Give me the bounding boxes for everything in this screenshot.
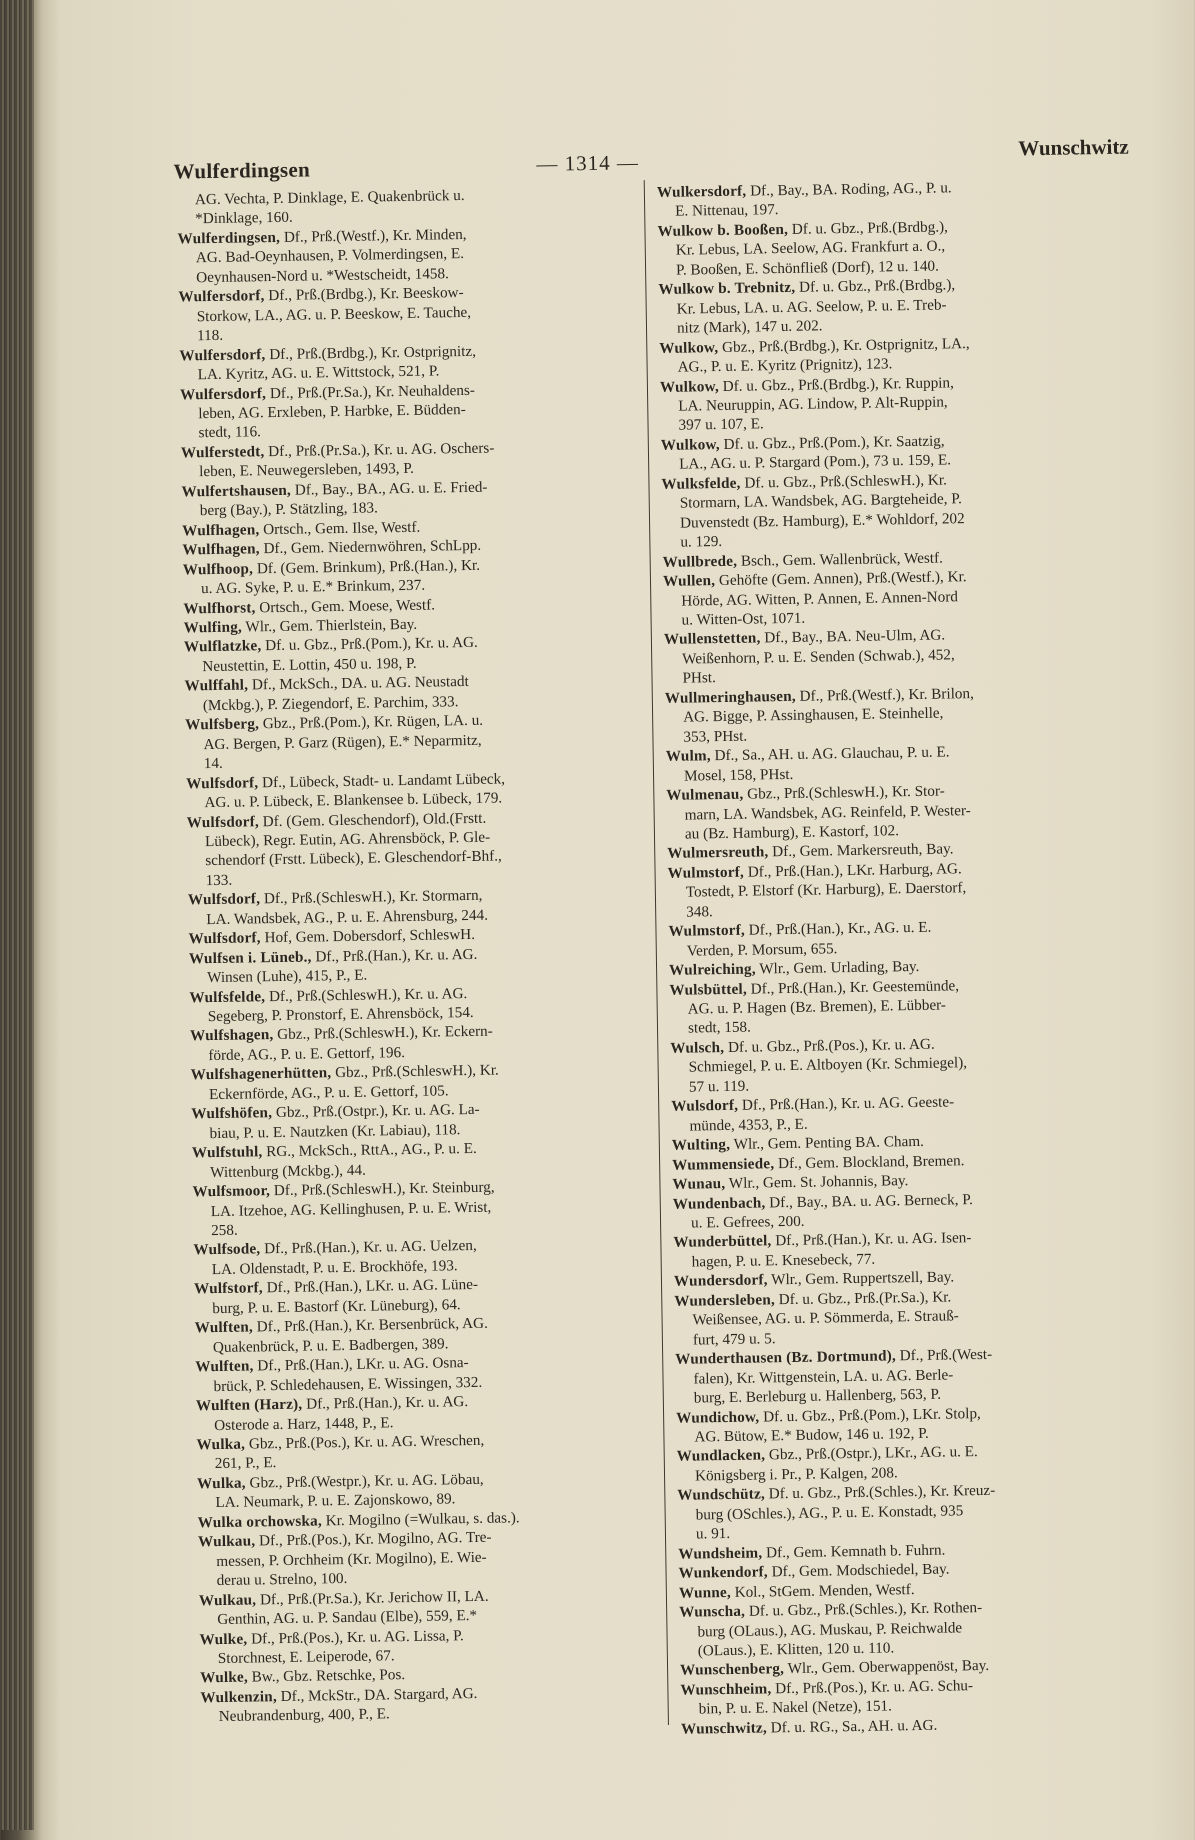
entry-text: Df., Bay., BA. Neu-Ulm, AG. (760, 626, 946, 647)
entry-text: brück, P. Schledehausen, E. Wissingen, 332. (213, 1373, 483, 1395)
entry-text: Df. u. Gbz., Prß.(Pom.), Kr. u. AG. (261, 634, 478, 655)
entry-headword: Wulfsdorf, (185, 773, 259, 793)
entry-text: falen), Kr. Wittgenstein, LA. u. AG. Berle- (693, 1366, 954, 1388)
entry-text: Oeynhausen-Nord u. *Westscheidt, 1458. (196, 265, 449, 287)
entry-headword: Wulka orchowska, (197, 1512, 323, 1532)
entry-headword: Wulften, (195, 1357, 254, 1376)
entry-text: Gbz., Prß.(Brdbg.), Kr. Ostprignitz, LA., (718, 334, 970, 356)
entry-headword: Wulting, (671, 1136, 731, 1155)
entry-text: Stormarn, LA. Wandsbek, AG. Bargteheide, P. (679, 490, 962, 512)
entry-text: Df., Prß.(Pos.), Kr. u. AG. Schu- (771, 1677, 974, 1698)
entry-text: Winsen (Luhe), 415, P., E. (207, 966, 368, 987)
entry-text: Df. u. Gbz., Prß.(SchleswH.), Kr. (740, 471, 947, 492)
entry-headword: Wulka, (196, 1474, 246, 1493)
entry-headword: Wullmeringhausen, (664, 687, 796, 707)
entry-text: leben, AG. Erxleben, P. Harbke, E. Büdden- (198, 400, 466, 423)
entry-text: Df., Bay., BA. u. AG. Berneck, P. (765, 1190, 973, 1211)
entry-headword: Wunau, (672, 1175, 726, 1193)
entry-text: Df., Prß.(Pos.), Kr. u. AG. Lissa, P. (247, 1626, 464, 1648)
entry-text: AG. Bergen, P. Garz (Rügen), E.* Neparmitz, (203, 731, 482, 753)
entry-headword: Wunschheim, (680, 1680, 772, 1699)
entry-text: Df., Bay., BA. Roding, AG., P. u. (746, 179, 952, 200)
entry-text: Kr. Lebus, LA. u. AG. Seelow, P. u. E. Treb- (676, 296, 947, 318)
entry-text: LA. Neumark, P. u. E. Zajonskowo, 89. (215, 1490, 456, 1512)
entry-headword: Wulfersdorf, (179, 384, 267, 404)
entry-text: Gbz., Prß.(SchleswH.), Kr. (331, 1061, 499, 1082)
entry-text: Kr. Mogilno (=Wulkau, s. das.). (321, 1509, 520, 1530)
entry-text: Lübeck), Regr. Eutin, AG. Ahrensböck, P. Gle- (204, 828, 491, 851)
entry-text: LA. Neuruppin, AG. Lindow, P. Alt-Ruppin, (678, 393, 948, 415)
entry-text: Df. u. Gbz., Prß.(Pos.), Kr. u. AG. (724, 1035, 935, 1056)
entry-headword: Wulkau, (197, 1532, 256, 1551)
entry-headword: Wulfersdorf, (179, 345, 266, 365)
entry-headword: Wulfersdorf, (178, 287, 265, 306)
entry-text: P. Booßen, E. Schönfließ (Dorf), 12 u. 140. (675, 257, 940, 279)
entry-headword: Wulfstorf, (193, 1279, 263, 1298)
entry-headword: Wulften (Harz), (195, 1395, 303, 1415)
entry-text: Df., Prß.(SchleswH.), Kr. Steinburg, (269, 1178, 495, 1200)
entry-headword: Wulkow b. Booßen, (657, 220, 789, 240)
entry-text: Df., MckSch., DA. u. AG. Neustadt (248, 673, 469, 694)
entry-headword: Wundersdorf, (673, 1271, 768, 1291)
entry-text: u. E. Gefrees, 200. (690, 1212, 805, 1232)
entry-text: marn, LA. Wandsbek, AG. Reinfeld, P. Wester- (684, 801, 971, 824)
entry-headword: Wunne, (678, 1583, 732, 1602)
entry-text: stedt, 158. (687, 1019, 752, 1038)
entry-text: Ortsch., Gem. Moese, Westf. (255, 596, 436, 616)
entry-headword: Wunschenberg, (679, 1660, 785, 1680)
entry-text: Df., Prß.(Han.), LKr. u. AG. Osna- (253, 1354, 469, 1375)
entry-text: Df., Sa., AH. u. AG. Glauchau, P. u. E. (710, 743, 950, 765)
entry-headword: Wulfshagenerhütten, (190, 1064, 332, 1084)
entry-text: Df., Bay., BA., AG. u. E. Fried- (290, 478, 488, 499)
entry-text: berg (Bay.), P. Stätzling, 183. (199, 499, 378, 520)
entry-headword: Wulkau, (198, 1591, 257, 1609)
entry-text: LA. Kyritz, AG. u. E. Wittstock, 521, P. (197, 362, 440, 384)
entry-text: Hörde, AG. Witten, P. Annen, E. Annen-Nord (681, 587, 959, 610)
entry-text: Df., Prß.(Han.), Kr. Bersenbrück, AG. (252, 1315, 488, 1336)
entry-text: Schmiegel, P. u. E. Altboyen (Kr. Schmiegel), (688, 1054, 968, 1076)
entry-text: LA., AG. u. P. Stargard (Pom.), 73 u. 159, E. (679, 451, 952, 473)
entry-headword: Wulkow, (659, 338, 719, 357)
entry-headword: Wulfshagen, (189, 1026, 274, 1045)
entry-text: münde, 4353, P., E. (689, 1115, 808, 1135)
entry-headword: Wulfsen i. Lüneb., (188, 948, 312, 968)
entry-text: Df., Prß.(Han.), Kr. Geestemünde, (746, 976, 960, 998)
entry-headword: Wunschwitz, (680, 1719, 768, 1738)
entry-headword: Wunderbüttel, (673, 1232, 772, 1252)
entry-text: AG. u. P. Hagen (Bz. Bremen), E. Lübber- (687, 996, 947, 1018)
entry-text: burg, E. Berleburg u. Hallenberg, 563, P. (693, 1385, 942, 1407)
entry-text: Storkow, LA., AG. u. P. Beeskow, E. Tauche, (196, 303, 472, 325)
entry-text: Df. u. Gbz., Prß.(Schles.), Kr. Kreuz- (764, 1482, 996, 1503)
entry-headword: Wundlacken, (676, 1446, 766, 1466)
entry-text: 133. (205, 871, 233, 889)
entry-text: Gbz., Prß.(SchleswH.), Kr. Eckern- (273, 1023, 493, 1044)
entry-text: Gbz., Prß.(SchleswH.), Kr. Stor- (743, 782, 945, 803)
entry-text: Ortsch., Gem. Ilse, Westf. (259, 518, 421, 538)
entry-text: Wlr., Gem. Penting BA. Cham. (730, 1133, 925, 1154)
entry-text: hagen, P. u. E. Knesebeck, 77. (691, 1250, 876, 1271)
entry-text: nitz (Mark), 147 u. 202. (676, 317, 823, 337)
entry-headword: Wulkersdorf, (656, 182, 747, 201)
entry-text: 261, P., E. (214, 1454, 277, 1473)
entry-headword: Wulsch, (670, 1038, 725, 1057)
entry-headword: Wunscha, (679, 1602, 746, 1621)
entry-text: Wlr., Gem. Thierlstein, Bay. (241, 615, 418, 636)
entry-text: Königsberg i. Pr., P. Kalgen, 208. (694, 1464, 898, 1485)
entry-headword: Wulfing, (183, 618, 243, 637)
entry-text: (Mckbg.), P. Ziegendorf, E. Parchim, 333. (202, 692, 459, 714)
entry-headword: Wulmersreuth, (667, 843, 769, 863)
entry-text: Df., Gem. Kemnath b. Fuhrn. (762, 1541, 946, 1562)
entry-text: Quakenbrück, P. u. E. Badbergen, 389. (212, 1335, 449, 1356)
entry-headword: Wulferdingsen, (177, 228, 281, 248)
entry-text: Weißensee, AG. u. P. Sömmerda, E. Strauß- (692, 1307, 959, 1329)
entry-text: Df. u. Gbz., Prß.(Brdbg.), Kr. Ruppin, (718, 373, 954, 395)
entry-headword: Wulsdorf, (671, 1097, 739, 1116)
left-catchword: Wulferdingsen (173, 157, 311, 184)
entry-text: LA. Wandsbek, AG., P. u. E. Ahrensburg, 244. (206, 906, 489, 928)
entry-text: Df., Prß.(Han.), Kr. u. AG. Isen- (771, 1229, 972, 1250)
entry-text: förde, AG., P. u. E. Gettorf, 196. (208, 1043, 406, 1065)
entry-text: Df., Prß.(Han.), Kr. u. AG. Geeste- (738, 1093, 955, 1115)
entry-text: Df., Gem. Niedernwöhren, SchLpp. (259, 536, 482, 558)
entry-headword: Wulmstorf, (668, 921, 746, 941)
entry-text: Df., Prß.(Pr.Sa.), Kr. Jerichow II, LA. (256, 1587, 489, 1609)
entry-text: Neustettin, E. Lottin, 450 u. 198, P. (202, 654, 417, 676)
entry-headword: Wulka, (196, 1435, 246, 1454)
entry-text: Df., Prß.(Han.), Kr. u. AG. Uelzen, (260, 1237, 477, 1258)
entry-text: Df., Prß.(Pr.Sa.), Kr. u. AG. Oschers- (264, 439, 495, 461)
entry-text: AG. Bigge, P. Assinghausen, E. Steinhelle, (683, 704, 944, 726)
entry-headword: Wulksfelde, (661, 474, 741, 493)
entry-headword: Wulfsberg, (185, 715, 260, 734)
entry-headword: Wundsheim, (678, 1544, 763, 1563)
entry-headword: Wulfsmoor, (192, 1182, 271, 1201)
entry-text: 353, PHst. (683, 727, 748, 746)
entry-text: Df., Prß.(Han.), LKr. u. AG. Lüne- (262, 1276, 479, 1297)
entry-text: Gbz., Prß.(Westpr.), Kr. u. AG. Löbau, (245, 1470, 484, 1492)
page-number: — 1314 — (536, 150, 640, 176)
entry-headword: Wulfhagen, (182, 520, 260, 540)
entry-headword: Wullen, (662, 572, 716, 590)
entry-text: derau u. Strelno, 100. (216, 1570, 348, 1590)
entry-text: Storchnest, E. Leiperode, 67. (217, 1647, 395, 1668)
entry-text: Df., Gem. Modschiedel, Bay. (767, 1560, 950, 1581)
entry-text: Df., Prß.(SchleswH.), Kr. u. AG. (265, 984, 468, 1005)
entry-text: Bsch., Gem. Wallenbrück, Westf. (736, 549, 944, 570)
entry-text: Verden, P. Morsum, 655. (686, 939, 838, 960)
entry-text: Df., Gem. Markersreuth, Bay. (768, 840, 954, 861)
entry-headword: Wulke, (199, 1630, 248, 1648)
entry-text: Df. u. Gbz., Prß.(Schles.), Kr. Rothen- (744, 1599, 983, 1620)
entry-text: 397 u. 107, E. (678, 415, 764, 435)
entry-text: bin, P. u. E. Nakel (Netze), 151. (698, 1697, 893, 1718)
entry-text: Df. u. Gbz., Prß.(Pom.), Kr. Saatzig, (719, 432, 945, 453)
entry-headword: Wulfertshausen, (181, 481, 292, 501)
entry-text: Weißenhorn, P. u. E. Senden (Schwab.), 452, (682, 646, 955, 668)
entry-text: Df., Prß.(Pr.Sa.), Kr. Neuhaldens- (265, 381, 475, 402)
entry-text: furt, 479 u. 5. (692, 1329, 776, 1349)
entry-headword: Wulfsfelde, (189, 987, 266, 1006)
entry-text: Df., Prß.(Brdbg.), Kr. Beeskow- (264, 284, 464, 305)
entry-headword: Wulfsode, (193, 1240, 261, 1259)
entry-text: biau, P. u. E. Nautzken (Kr. Labiau), 118. (209, 1120, 461, 1142)
entry-text: schendorf (Frstt. Lübeck), E. Gleschendorf-Bhf., (205, 847, 502, 870)
entry-text: Wlr., Gem. St. Johannis, Bay. (725, 1172, 909, 1193)
entry-text: Df. u. RG., Sa., AH. u. AG. (766, 1716, 938, 1737)
entry-text: 118. (196, 326, 224, 345)
entry-text: stedt, 116. (198, 423, 262, 442)
entry-text: Bw., Gbz. Retschke, Pos. (247, 1666, 406, 1687)
entry-text: u. AG. Syke, P. u. E.* Brinkum, 237. (200, 576, 426, 598)
entry-text: u. 91. (695, 1525, 731, 1543)
entry-text: Kol., StGem. Menden, Westf. (730, 1580, 915, 1601)
entry-text: Wlr., Gem. Ruppertszell, Bay. (767, 1268, 955, 1289)
entry-headword: Wulm, (665, 747, 711, 766)
entry-text: Df., Prß.(Brdbg.), Kr. Ostprignitz, (265, 342, 477, 363)
entry-text: Df. u. Gbz., Prß.(Pom.), LKr. Stolp, (759, 1404, 981, 1426)
entry-headword: Wulferstedt, (180, 443, 265, 462)
entry-text: leben, E. Neuwegersleben, 1493, P. (199, 460, 415, 481)
entry-headword: Wulreiching, (668, 960, 756, 979)
entry-text: Gehöfte (Gem. Annen), Prß.(Westf.), Kr. (715, 568, 967, 590)
entry-text: 348. (686, 902, 713, 921)
entry-text: Df., Prß.(Han.), Kr. u. AG. (302, 1393, 469, 1413)
entry-headword: Wulfhorst, (183, 598, 256, 617)
entry-text: u. 129. (680, 533, 723, 551)
entry-text: Df., Prß.(Han.), LKr. Harburg, AG. (743, 860, 962, 881)
entry-headword: Wulfstuhl, (191, 1143, 263, 1162)
entry-text: Osterode a. Harz, 1448, P., E. (214, 1413, 394, 1434)
entry-headword: Wulfhoop, (182, 559, 254, 579)
entry-text: Tostedt, P. Elstorf (Kr. Harburg), E. Daerstorf, (685, 879, 967, 901)
right-catchword: Wunschwitz (1018, 134, 1129, 161)
entry-headword: Wulkow b. Trebnitz, (658, 279, 796, 299)
entry-text: Df. u. Gbz., Prß.(Brdbg.), (795, 276, 956, 297)
entry-headword: Wulfshöfen, (191, 1104, 273, 1123)
entry-text: Mosel, 158, PHst. (683, 765, 794, 785)
entry-headword: Wundichow, (676, 1408, 760, 1427)
entry-text: Hof, Gem. Dobersdorf, SchleswH. (260, 926, 476, 947)
entry-headword: Wunkendorf, (678, 1563, 768, 1582)
entry-headword: Wulmstorf, (667, 863, 745, 882)
entry-headword: Wulfsdorf, (188, 929, 261, 948)
entry-text: Segeberg, P. Pronstorf, E. Ahrensböck, 154. (207, 1003, 474, 1026)
entry-text: Gbz., Prß.(Ostpr.), LKr., AG. u. E. (765, 1443, 978, 1464)
entry-headword: Wundenbach, (672, 1193, 766, 1213)
entry-text: Wlr., Gem. Oberwappenöst, Bay. (783, 1657, 990, 1678)
entry-text: LA. Itzehoe, AG. Kellinghusen, P. u. E. Wrist, (210, 1198, 492, 1220)
entry-text: Df. u. Gbz., Prß.(Brdbg.), (787, 218, 949, 238)
entry-headword: Wullbrede, (662, 552, 738, 571)
entry-text: burg, P. u. E. Bastorf (Kr. Lüneburg), 64. (212, 1296, 461, 1317)
entry-text: Wlr., Gem. Urlading, Bay. (755, 958, 920, 978)
entry-text: AG. Bad-Oeynhausen, P. Volmerdingsen, E. (195, 245, 465, 267)
entry-text: Wittenburg (Mckbg.), 44. (210, 1161, 366, 1181)
entry-headword: Wundschütz, (677, 1485, 766, 1505)
entry-headword: Wulfhagen, (182, 540, 260, 559)
left-column (177, 183, 663, 1727)
entry-text: AG., P. u. E. Kyritz (Prignitz), 123. (677, 355, 893, 376)
entry-text: Neubrandenburg, 400, P., E. (218, 1705, 390, 1726)
entry-text: E. Nittenau, 197. (675, 201, 779, 221)
entry-headword: Wunderthausen (Bz. Dortmund), (675, 1347, 897, 1369)
entry-text: Gbz., Prß.(Pos.), Kr. u. AG. Wreschen, (244, 1431, 485, 1453)
entry-text: Duvenstedt (Bz. Hamburg), E.* Wohldorf, 202 (679, 509, 965, 532)
entry-headword: Wulkow, (659, 377, 720, 396)
entry-text: Df. (Gem. Gleschendorf), Old.(Frstt. (258, 809, 487, 830)
right-column (657, 176, 1143, 1739)
entry-text: Df., Prß.(West- (895, 1346, 993, 1365)
entry-headword: Wulflatzke, (183, 637, 262, 656)
entry-headword: Wulkenzin, (200, 1688, 278, 1707)
entry-text: Df., MckStr., DA. Stargard, AG. (276, 1684, 478, 1706)
entry-text: Gbz., Prß.(Pom.), Kr. Rügen, LA. u. (258, 711, 484, 733)
entry-text: Df., Prß.(Westf.), Kr. Minden, (279, 225, 467, 246)
entry-text: PHst. (682, 669, 716, 687)
entry-text: Df., Gem. Blockland, Bremen. (774, 1151, 965, 1172)
entry-text: au (Bz. Hamburg), E. Kastorf, 102. (684, 822, 900, 843)
entry-text: Eckernförde, AG., P. u. E. Gettorf, 105. (208, 1082, 449, 1103)
entry-text: 258. (211, 1221, 238, 1240)
entry-headword: Wulfsdorf, (186, 812, 260, 831)
entry-text: Gbz., Prß.(Ostpr.), Kr. u. AG. La- (272, 1101, 480, 1122)
entry-text: 57 u. 119. (688, 1077, 750, 1096)
entry-headword: Wulften, (194, 1318, 254, 1337)
entry-text: Df., Prß.(Pos.), Kr. Mogilno, AG. Tre- (255, 1528, 492, 1550)
entry-text: Df., Prß.(SchleswH.), Kr. Stormarn, (259, 887, 483, 908)
entry-headword: Wummensiede, (672, 1154, 775, 1174)
entry-text: Df. (Gem. Brinkum), Prß.(Han.), Kr. (252, 556, 481, 577)
entry-text: burg (OSchles.), AG., P. u. E. Konstadt, 935 (695, 1502, 964, 1524)
entry-text: messen, P. Orchheim (Kr. Mogilno), E. Wie- (216, 1548, 487, 1570)
entry-headword: Wullenstetten, (663, 629, 761, 649)
entry-headword: Wulke, (200, 1669, 249, 1687)
entry-text: Df. u. Gbz., Prß.(Pr.Sa.), Kr. (774, 1288, 952, 1309)
entry-text: Df., Prß.(Westf.), Kr. Brilon, (795, 684, 974, 705)
entry-text: Genthin, AG. u. P. Sandau (Elbe), 559, E.* (217, 1607, 478, 1629)
entry-text: u. Witten-Ost, 1071. (681, 609, 806, 629)
entry-text: (OLaus.), E. Klitten, 120 u. 110. (697, 1639, 895, 1660)
entry-headword: Wulfsdorf, (187, 890, 261, 909)
entry-text: 14. (203, 754, 223, 773)
entry-text: burg (OLaus.), AG. Muskau, P. Reichwalde (697, 1618, 963, 1641)
entry-headword: Wulsbüttel, (669, 980, 748, 999)
entry-text: AG. Vechta, P. Dinklage, E. Quakenbrück u. (194, 186, 465, 209)
entry-text: AG. Bütow, E.* Budow, 146 u. 192, P. (694, 1424, 929, 1446)
entry-headword: Wundersleben, (674, 1291, 776, 1310)
entry-text: AG. u. P. Lübeck, E. Blankensee b. Lübeck, 179. (204, 789, 503, 812)
entry-text: LA. Oldenstadt, P. u. E. Brockhöfe, 193. (211, 1257, 458, 1279)
entry-text: RG., MckSch., RttA., AG., P. u. E. (262, 1140, 477, 1161)
entry-headword: Wulmenau, (666, 785, 744, 804)
entry-text: Kr. Lebus, LA. Seelow, AG. Frankfurt a. O., (675, 237, 946, 260)
entry-text: Df., Prß.(Han.), Kr. u. AG. (311, 945, 478, 966)
entry-headword: Wulffahl, (184, 676, 249, 695)
entry-text: *Dinklage, 160. (195, 209, 293, 228)
entry-headword: Wulkow, (660, 435, 720, 454)
entry-text: Df., Lübeck, Stadt- u. Landamt Lübeck, (258, 770, 506, 791)
entry-text: Df., Prß.(Han.), Kr., AG. u. E. (744, 918, 932, 939)
